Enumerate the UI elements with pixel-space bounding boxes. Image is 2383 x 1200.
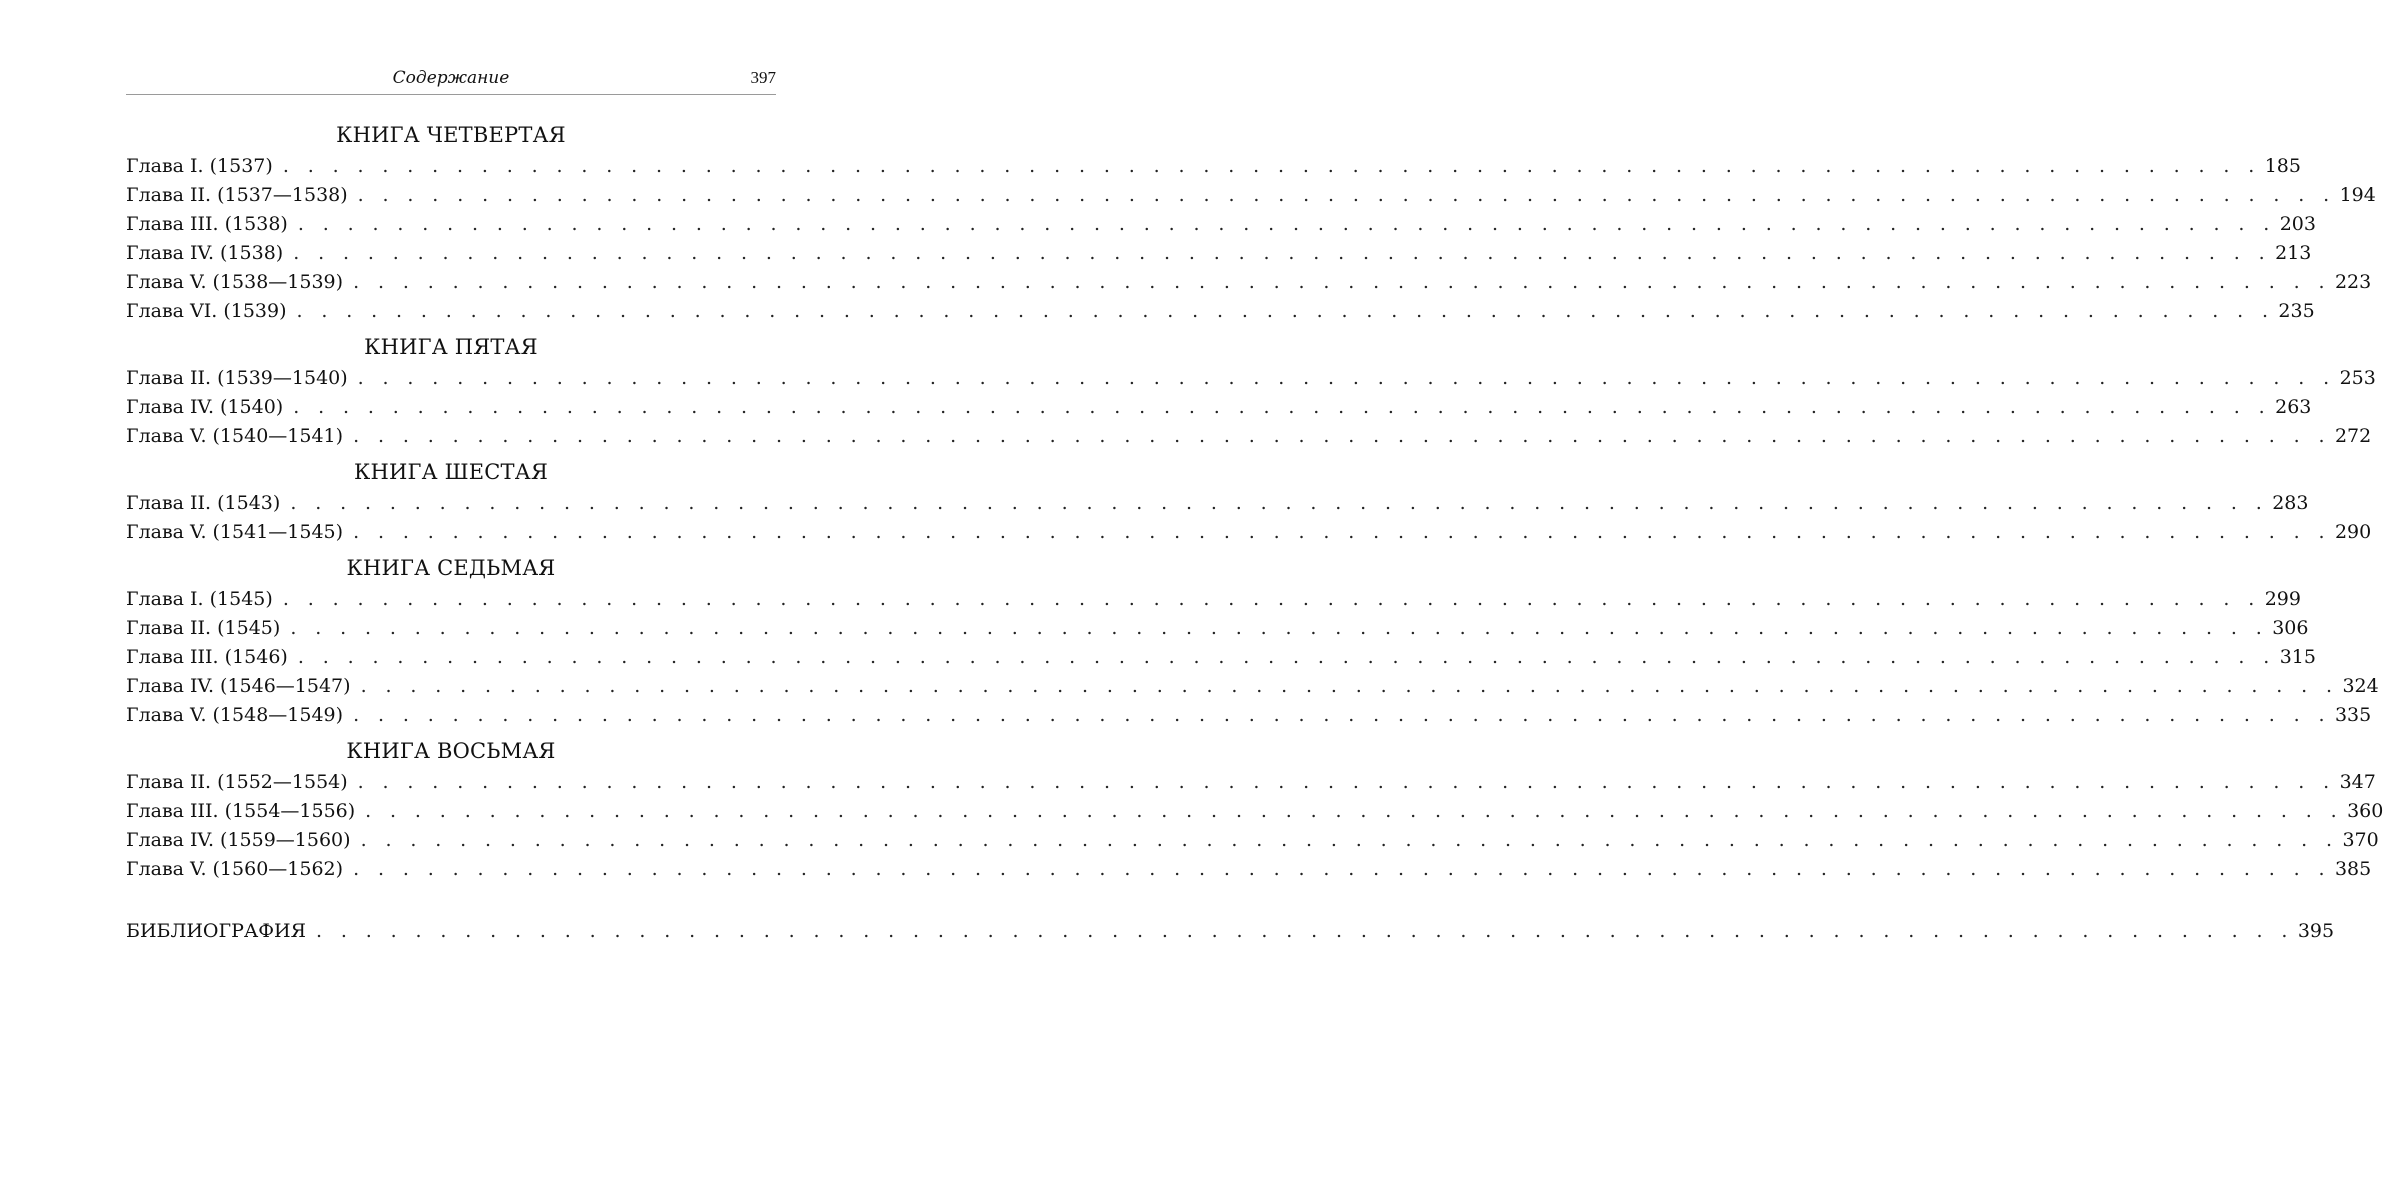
toc-entry [126, 826, 2379, 855]
book-title: КНИГА СЕДЬМАЯ [346, 556, 556, 580]
entry-page-number: 203 [2279, 213, 2316, 235]
dot-leader: . . . . . . . . . . . . . . . . . . . . . . . . . . . . . . . . . . . . . . . . . . . . . . . . . . . . . . . . . . . . . . . . . . . . . . . . . . . . . . . . [297, 646, 2276, 668]
running-title: Содержание [392, 68, 510, 88]
page-number: 397 [750, 68, 776, 87]
dot-leader: . . . . . . . . . . . . . . . . . . . . . . . . . . . . . . . . . . . . . . . . . . . . . . . . . . . . . . . . . . . . . . . . . . . . . . . . . . . . . . . . [293, 396, 2272, 418]
entry-page-number: 253 [2339, 367, 2376, 389]
entry-page-number: 299 [2264, 588, 2301, 610]
entry-label: Глава V. (1548—1549) [126, 704, 344, 726]
book-section [126, 330, 2376, 451]
dot-leader: . . . . . . . . . . . . . . . . . . . . . . . . . . . . . . . . . . . . . . . . . . . . . . . . . . . . . . . . . . . . . . . . . . . . . . . . . . . . . . . . [357, 367, 2336, 389]
book-title: КНИГА ВОСЬМАЯ [346, 739, 556, 763]
book-title: КНИГА ПЯТАЯ [364, 335, 538, 359]
dot-leader: . . . . . . . . . . . . . . . . . . . . . . . . . . . . . . . . . . . . . . . . . . . . . . . . . . . . . . . . . . . . . . . . . . . . . . . . . . . . . . . . [365, 800, 2344, 822]
entry-page-number: 185 [2264, 155, 2301, 177]
toc-entry [126, 585, 2301, 614]
entry-label: Глава VI. (1539) [126, 300, 287, 322]
entry-page-number: 370 [2342, 829, 2379, 851]
toc-entry [126, 672, 2379, 701]
book-title: КНИГА ШЕСТАЯ [354, 460, 548, 484]
entry-page-number: 263 [2275, 396, 2312, 418]
dot-leader: . . . . . . . . . . . . . . . . . . . . . . . . . . . . . . . . . . . . . . . . . . . . . . . . . . . . . . . . . . . . . . . . . . . . . . . . . . . . . . . . [360, 829, 2339, 851]
toc-entry [126, 268, 2372, 297]
entry-page-number: 194 [2339, 184, 2376, 206]
dot-leader: . . . . . . . . . . . . . . . . . . . . . . . . . . . . . . . . . . . . . . . . . . . . . . . . . . . . . . . . . . . . . . . . . . . . . . . . . . . . . . . . [296, 300, 2275, 322]
toc-entry [126, 768, 2376, 797]
toc-entry [126, 364, 2376, 393]
entry-page-number: 213 [2275, 242, 2312, 264]
toc-entry [126, 614, 2309, 643]
table-of-contents [126, 118, 2383, 946]
toc-entry [126, 422, 2372, 451]
toc-entry [126, 210, 2316, 239]
entry-label: Глава V. (1560—1562) [126, 858, 344, 880]
entry-label: Глава II. (1543) [126, 492, 281, 514]
entry-page-number: 272 [2334, 425, 2372, 447]
book-section [126, 551, 2379, 730]
toc-entry [126, 181, 2376, 210]
dot-leader: . . . . . . . . . . . . . . . . . . . . . . . . . . . . . . . . . . . . . . . . . . . . . . . . . . . . . . . . . . . . . . . . . . . . . . . . . . . . . . . . [353, 858, 2331, 880]
dot-leader: . . . . . . . . . . . . . . . . . . . . . . . . . . . . . . . . . . . . . . . . . . . . . . . . . . . . . . . . . . . . . . . . . . . . . . . . . . . . . . . . [357, 184, 2336, 206]
dot-leader: . . . . . . . . . . . . . . . . . . . . . . . . . . . . . . . . . . . . . . . . . . . . . . . . . . . . . . . . . . . . . . . . . . . . . . . . . . . . . . . . [293, 242, 2272, 264]
entry-label: БИБЛИОГРАФИЯ [126, 920, 306, 942]
entry-page-number: 347 [2339, 771, 2376, 793]
toc-entry [126, 152, 2301, 181]
book-section [126, 734, 2383, 884]
entry-page-number: 335 [2334, 704, 2372, 726]
dot-leader: . . . . . . . . . . . . . . . . . . . . . . . . . . . . . . . . . . . . . . . . . . . . . . . . . . . . . . . . . . . . . . . . . . . . . . . . . . . . . . . . [360, 675, 2339, 697]
toc-entry [126, 489, 2309, 518]
entry-label: Глава IV. (1538) [126, 242, 284, 264]
toc-entry [126, 393, 2312, 422]
toc-entry [126, 643, 2316, 672]
entry-label: Глава IV. (1559—1560) [126, 829, 351, 851]
entry-label: Глава IV. (1540) [126, 396, 284, 418]
book-section [126, 455, 2372, 547]
entry-page-number: 360 [2347, 800, 2383, 822]
dot-leader: . . . . . . . . . . . . . . . . . . . . . . . . . . . . . . . . . . . . . . . . . . . . . . . . . . . . . . . . . . . . . . . . . . . . . . . . . . . . . . . . [297, 213, 2276, 235]
toc-entry [126, 855, 2372, 884]
entry-label: Глава III. (1538) [126, 213, 288, 235]
entry-label: Глава III. (1546) [126, 646, 288, 668]
entry-label: Глава I. (1537) [126, 155, 273, 177]
entry-page-number: 395 [2297, 920, 2335, 942]
entry-page-number: 315 [2279, 646, 2316, 668]
dot-leader: . . . . . . . . . . . . . . . . . . . . . . . . . . . . . . . . . . . . . . . . . . . . . . . . . . . . . . . . . . . . . . . . . . . . . . . . . . . . . . . . [353, 425, 2331, 447]
entry-page-number: 385 [2334, 858, 2372, 880]
toc-entry [126, 701, 2372, 730]
entry-label: Глава II. (1552—1554) [126, 771, 348, 793]
entry-label: Глава V. (1538—1539) [126, 271, 344, 293]
dot-leader: . . . . . . . . . . . . . . . . . . . . . . . . . . . . . . . . . . . . . . . . . . . . . . . . . . . . . . . . . . . . . . . . . . . . . . . . . . . . . . . . [353, 271, 2331, 293]
dot-leader: . . . . . . . . . . . . . . . . . . . . . . . . . . . . . . . . . . . . . . . . . . . . . . . . . . . . . . . . . . . . . . . . . . . . . . . . . . . . . . . . [282, 155, 2261, 177]
dot-leader: . . . . . . . . . . . . . . . . . . . . . . . . . . . . . . . . . . . . . . . . . . . . . . . . . . . . . . . . . . . . . . . . . . . . . . . . . . . . . . . . [353, 521, 2331, 543]
entry-page-number: 306 [2272, 617, 2309, 639]
entry-label: Глава V. (1540—1541) [126, 425, 344, 447]
entry-label: Глава V. (1541—1545) [126, 521, 344, 543]
bibliography-entry [126, 917, 2335, 946]
book-title: КНИГА ЧЕТВЕРТАЯ [336, 123, 566, 147]
entry-page-number: 223 [2334, 271, 2372, 293]
toc-entry [126, 518, 2372, 547]
entry-label: Глава II. (1539—1540) [126, 367, 348, 389]
entry-page-number: 290 [2334, 521, 2372, 543]
dot-leader: . . . . . . . . . . . . . . . . . . . . . . . . . . . . . . . . . . . . . . . . . . . . . . . . . . . . . . . . . . . . . . . . . . . . . . . . . . . . . . . . [282, 588, 2261, 610]
entry-page-number: 283 [2272, 492, 2309, 514]
entry-label: Глава III. (1554—1556) [126, 800, 356, 822]
dot-leader: . . . . . . . . . . . . . . . . . . . . . . . . . . . . . . . . . . . . . . . . . . . . . . . . . . . . . . . . . . . . . . . . . . . . . . . . . . . . . . . . [290, 492, 2269, 514]
toc-entry [126, 797, 2383, 826]
entry-label: Глава IV. (1546—1547) [126, 675, 351, 697]
dot-leader: . . . . . . . . . . . . . . . . . . . . . . . . . . . . . . . . . . . . . . . . . . . . . . . . . . . . . . . . . . . . . . . . . . . . . . . . . . . . . . . . [353, 704, 2331, 726]
toc-entry [126, 297, 2315, 326]
dot-leader: . . . . . . . . . . . . . . . . . . . . . . . . . . . . . . . . . . . . . . . . . . . . . . . . . . . . . . . . . . . . . . . . . . . . . . . . . . . . . . . . [357, 771, 2336, 793]
toc-entry [126, 239, 2312, 268]
running-header [126, 66, 776, 95]
entry-label: Глава II. (1545) [126, 617, 281, 639]
entry-label: Глава I. (1545) [126, 588, 273, 610]
entry-page-number: 324 [2342, 675, 2379, 697]
book-section [126, 118, 2376, 326]
entry-label: Глава II. (1537—1538) [126, 184, 348, 206]
entry-page-number: 235 [2278, 300, 2315, 322]
dot-leader: . . . . . . . . . . . . . . . . . . . . . . . . . . . . . . . . . . . . . . . . . . . . . . . . . . . . . . . . . . . . . . . . . . . . . . . . . . . . . . . . [315, 920, 2294, 942]
dot-leader: . . . . . . . . . . . . . . . . . . . . . . . . . . . . . . . . . . . . . . . . . . . . . . . . . . . . . . . . . . . . . . . . . . . . . . . . . . . . . . . . [290, 617, 2269, 639]
